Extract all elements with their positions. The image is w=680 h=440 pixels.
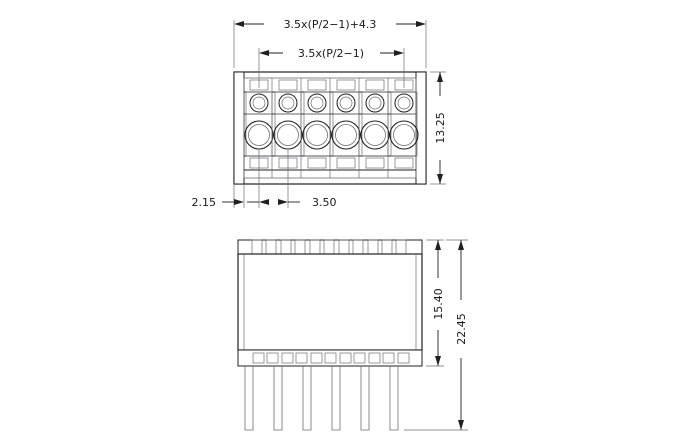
arrow-head — [416, 21, 426, 27]
arrow-head — [437, 174, 443, 184]
top-view — [192, 18, 448, 209]
front-view-top-cap — [238, 240, 422, 254]
front-view-pin-legs — [245, 366, 398, 430]
dimension-label-top-height: 13.25 — [434, 112, 447, 144]
dimension-label-top-inner-width: 3.5x(P/2−1) — [297, 47, 365, 60]
arrow-head — [234, 199, 244, 205]
arrow-head — [458, 420, 464, 430]
arrow-head — [259, 50, 269, 56]
top-view-left-flange — [234, 72, 244, 184]
dimension-label-left-offset: 2.15 — [191, 196, 216, 209]
dimension-left-offset — [192, 184, 245, 209]
dimension-label-top-outer-width: 3.5x(P/2−1)+4.3 — [283, 18, 377, 31]
top-view-right-flange — [416, 72, 426, 184]
arrow-head — [437, 72, 443, 82]
dimension-label-pitch: 3.50 — [312, 196, 337, 209]
arrow-head — [394, 50, 404, 56]
dimension-top-outer — [234, 18, 426, 68]
front-view-body-outline — [238, 254, 422, 350]
arrow-head — [259, 199, 269, 205]
dimension-label-total-height: 22.45 — [455, 313, 468, 345]
arrow-head — [435, 356, 441, 366]
dimension-label-body-height: 15.40 — [432, 288, 445, 320]
arrow-head — [234, 21, 244, 27]
dimension-body-height — [426, 240, 445, 366]
arrow-head — [458, 240, 464, 250]
dimension-top-height — [430, 72, 447, 184]
arrow-head — [278, 199, 288, 205]
front-view — [238, 240, 468, 430]
front-view-bottom-rail — [238, 350, 422, 366]
arrow-head — [435, 240, 441, 250]
